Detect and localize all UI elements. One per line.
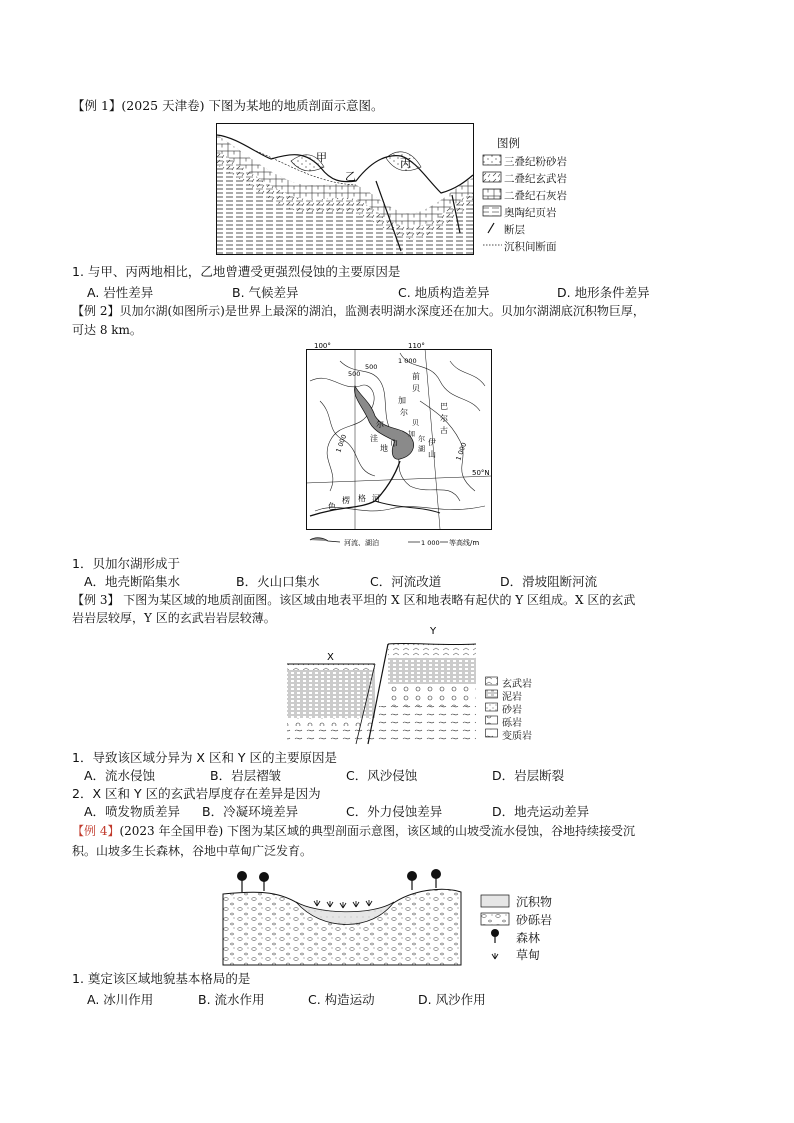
ex4-option-b[interactable]: B. 流水作用 (198, 992, 265, 1007)
ex1-legend-title: 图例 (497, 136, 520, 150)
ex2-contour-1000: 1 000 (398, 357, 417, 365)
ex3-q2-option-c[interactable]: C．外力侵蚀差异 (346, 804, 443, 819)
ex1-label-bing: 丙 (400, 157, 411, 170)
ex2-legend-contour-value: 1 000 (421, 539, 440, 547)
ex3-q1-option-b[interactable]: B．岩层褶皱 (210, 768, 282, 783)
ex2-river-label: 河 (372, 494, 380, 503)
ex1-geologic-section (216, 123, 474, 255)
ex2-option-b[interactable]: B．火山口集水 (236, 574, 320, 589)
ex3-legend-item: 砂岩 (502, 705, 522, 716)
ex1-legend-item: 奥陶纪页岩 (504, 207, 557, 219)
ex3-intro-line2: 岩岩层较厚，Y 区的玄武岩岩层较薄。 (72, 611, 276, 625)
ex1-option-a[interactable]: A. 岩性差异 (87, 285, 154, 300)
ex1-option-d[interactable]: D. 地形条件差异 (557, 285, 650, 300)
ex2-label-fu: 尔 (376, 420, 384, 429)
ex3-legend (485, 676, 565, 746)
ex4-intro-line2: 积。山坡多生长森林，谷地中草甸广泛发育。 (72, 844, 313, 858)
ex4-tag: 【例 4】 (72, 824, 120, 838)
ex3-legend-item: 泥岩 (502, 692, 522, 703)
ex1-legend-item: 三叠纪粉砂岩 (504, 156, 567, 168)
ex4-option-c[interactable]: C. 构造运动 (308, 992, 375, 1007)
ex2-river-label: 楞 (342, 496, 350, 505)
ex4-option-d[interactable]: D. 风沙作用 (418, 992, 486, 1007)
ex2-label-yi: 伊 (428, 438, 436, 447)
ex2-lon-100: 100° (314, 342, 331, 350)
ex2-river-label: 格 (358, 494, 366, 503)
ex1-legend-item: 二叠纪石灰岩 (504, 190, 567, 202)
ex2-label-fu: 地 (380, 444, 388, 453)
ex1-question-1: 1. 与甲、丙两地相比，乙地曾遭受更强烈侵蚀的主要原因是 (72, 264, 401, 279)
ex2-label-lake: 贝 (412, 419, 419, 427)
ex2-river-label: 色 (328, 502, 336, 511)
ex4-option-a[interactable]: A. 冰川作用 (87, 992, 154, 1007)
ex1-legend-item: 断层 (504, 224, 525, 236)
ex2-label-pre: 前 (412, 372, 420, 381)
ex1-intro: 【例 1】(2025 天津卷) 下图为某地的地质剖面示意图。 (72, 98, 384, 113)
ex2-baikal-map (300, 341, 496, 553)
ex2-contour-1000: 1 000 (454, 441, 469, 462)
ex1-legend (482, 154, 602, 254)
ex3-q1-option-c[interactable]: C．风沙侵蚀 (346, 768, 418, 783)
meadow-icon (314, 900, 372, 908)
ex2-option-c[interactable]: C．河流改道 (370, 574, 442, 589)
ex3-q2-option-a[interactable]: A．喷发物质差异 (84, 804, 181, 819)
ex2-label-fu: 巾 (390, 439, 398, 448)
ex1-label-jia: 甲 (316, 151, 327, 164)
ex3-question-2: 2．X 区和 Y 区的玄武岩厚度存在差异是因为 (72, 786, 321, 801)
ex2-contour-500: 500 (348, 370, 361, 378)
ex2-lon-110: 110° (408, 342, 425, 350)
ex3-legend-item: 玄武岩 (502, 679, 532, 690)
ex3-label-y: Y (430, 626, 437, 637)
ex2-intro-line2: 可达 8 km。 (72, 323, 142, 337)
forest-icon (237, 869, 441, 892)
ex2-label-lake: 尔 (418, 435, 425, 443)
ex1-option-b[interactable]: B. 气候差异 (232, 285, 299, 300)
meadow-legend-icon (492, 953, 498, 959)
ex2-contour-500: 500 (365, 363, 378, 371)
ex3-q2-option-b[interactable]: B．冷凝环境差异 (202, 804, 299, 819)
ex1-option-c[interactable]: C. 地质构造差异 (398, 285, 490, 300)
ex2-label-bar: 古 (440, 426, 448, 435)
ex2-lat-50: 50°N (472, 469, 490, 477)
ex2-contour-1000: 1 000 (334, 433, 349, 454)
ex3-geologic-section (282, 622, 482, 746)
ex3-intro-line1: 【例 3】 下图为某区域的地质剖面图。该区域由地表平坦的 X 区和地表略有起伏的 Y 区组成。X 区的玄武 (72, 593, 636, 607)
ex2-label-lake: 湖 (418, 445, 425, 453)
ex3-q1-option-d[interactable]: D．岩层断裂 (492, 768, 565, 783)
forest-legend-icon (491, 929, 499, 943)
ex4-valley-section (222, 866, 462, 966)
ex2-label-yi: 山 (428, 450, 436, 459)
ex4-legend-item: 砂砾岩 (516, 913, 553, 927)
ex4-intro-line1 (72, 823, 635, 839)
ex2-label-lake: 加 (408, 430, 415, 438)
ex2-question-1: 1．贝加尔湖形成于 (72, 556, 180, 571)
ex4-question-1: 1. 奠定该区域地貌基本格局的是 (72, 971, 251, 986)
ex2-option-d[interactable]: D．滑坡阻断河流 (500, 574, 598, 589)
ex3-legend-item: 砾岩 (502, 718, 522, 729)
ex2-intro-line1: 【例 2】贝加尔湖(如图所示)是世界上最深的湖泊，监测表明湖水深度还在加大。贝加尔湖湖底沉积物巨厚， (72, 304, 645, 318)
ex2-label-pre: 加 (398, 396, 406, 405)
ex4-legend-item: 草甸 (516, 948, 541, 962)
ex2-label-bar: 尔 (440, 414, 448, 423)
ex2-legend-lake: 河流、湖泊 (344, 539, 379, 547)
ex2-label-fu: 洼 (370, 434, 378, 443)
ex3-q2-option-d[interactable]: D．地壳运动差异 (492, 804, 590, 819)
ex4-legend (480, 893, 590, 963)
ex3-label-x: X (327, 652, 334, 663)
ex2-legend-contour: 等高线/m (449, 539, 480, 547)
ex4-intro-text: (2023 年全国甲卷) 下图为某区域的典型剖面示意图，该区域的山坡受流水侵蚀，谷地持续接受沉 (119, 824, 635, 838)
ex2-label-pre: 尔 (400, 408, 408, 417)
ex2-label-pre: 贝 (412, 384, 420, 393)
ex1-label-yi: 乙 (345, 170, 356, 183)
ex1-legend-item: 沉积间断面 (504, 241, 557, 253)
ex3-q1-option-a[interactable]: A．流水侵蚀 (84, 768, 156, 783)
ex4-legend-item: 沉积物 (516, 895, 553, 909)
ex3-legend-item: 变质岩 (502, 731, 532, 742)
ex1-legend-item: 二叠纪玄武岩 (504, 173, 567, 185)
ex2-label-bar: 巴 (440, 402, 448, 411)
ex3-question-1: 1．导致该区域分异为 X 区和 Y 区的主要原因是 (72, 750, 338, 765)
ex2-option-a[interactable]: A．地壳断陷集水 (84, 574, 181, 589)
ex4-legend-item: 森林 (516, 931, 541, 945)
